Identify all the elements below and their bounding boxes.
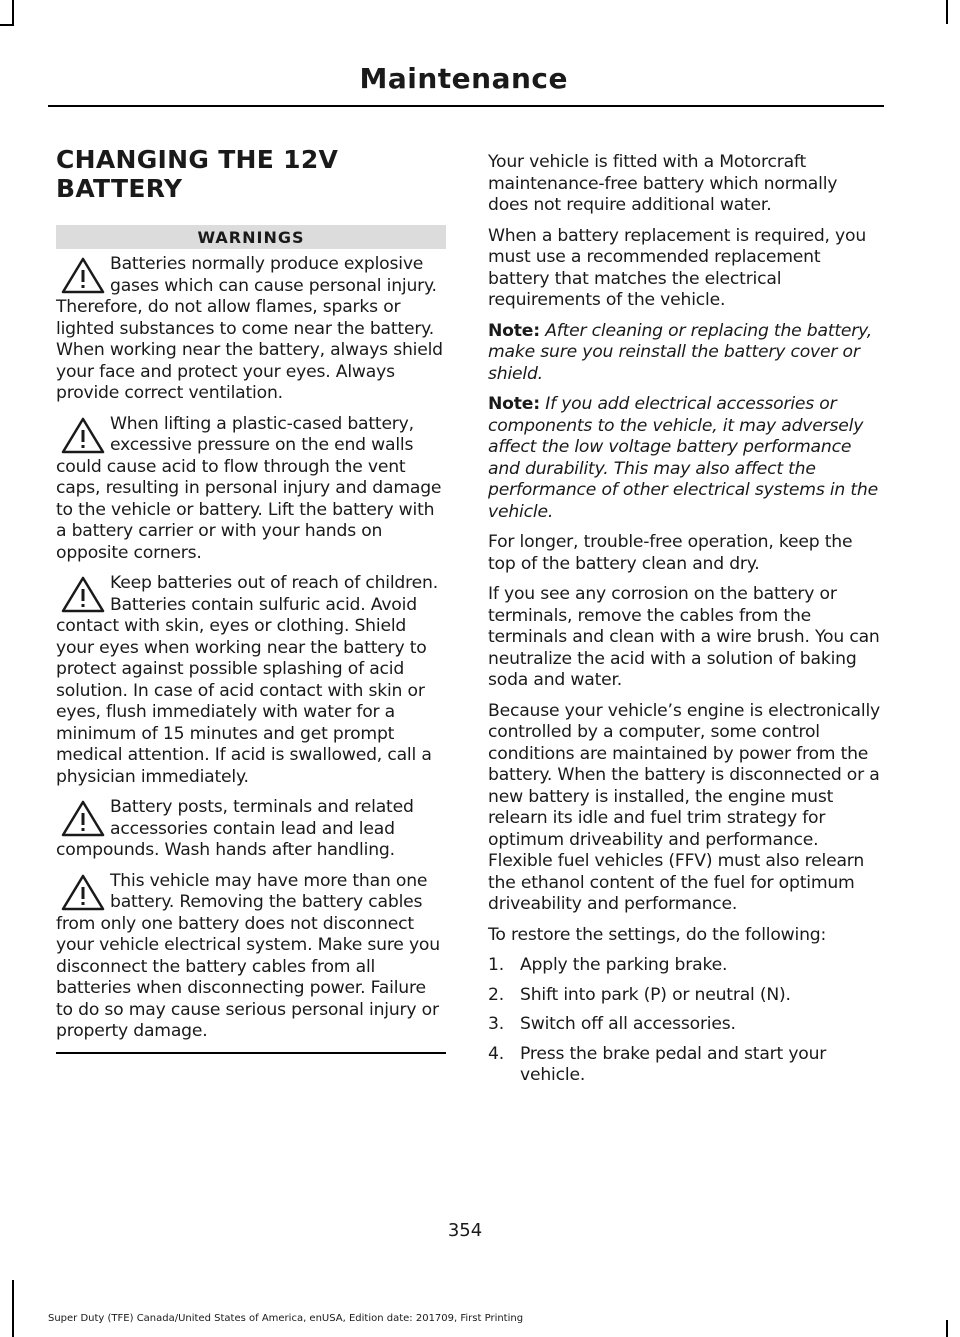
paragraph: To restore the settings, do the following:	[488, 924, 827, 945]
paragraph: If you see any corrosion on the battery or terminals, remove the cables from the terminals and clean with a wire brush. You can neutralize the acid with a solution of baking soda and water.	[488, 584, 880, 690]
page-number: 354	[447, 1220, 483, 1241]
crop-mark	[946, 1320, 948, 1337]
warning-item	[56, 414, 446, 565]
note-text: If you add electrical accessories or components to the vehicle, it may adversely affect the low voltage battery performance and durability. This may also affect the performance of other electrical systems in the vehicle.	[488, 394, 878, 522]
warning-triangle-icon	[60, 416, 106, 456]
list-item	[488, 1044, 882, 1087]
step-text: Press the brake pedal and start your vehicle.	[520, 1043, 827, 1085]
steps-list	[488, 955, 882, 1087]
note-label: Note:	[488, 394, 540, 414]
warning-text: When lifting a plastic-cased battery, excessive pressure on the end walls could cause acid to flow through the vent caps, resulting in personal injury and damage to the vehicle or battery. Lift the battery with a battery carrier or with your hands on opposite corners.	[56, 413, 442, 563]
step-text: Apply the parking brake.	[520, 955, 728, 975]
crop-mark	[12, 0, 14, 24]
paragraph: Because your vehicle’s engine is electronically controlled by a computer, some control conditions are maintained by power from the battery. When the battery is disconnected or a new battery is installed, the engine must relearn its idle and fuel trim strategy for optimum driveability and performance. Flexible fuel vehicles (FFV) must also relearn the ethanol content of the fuel for optimum driveability and performance.	[488, 700, 881, 914]
warning-triangle-icon	[60, 799, 106, 839]
left-column	[56, 145, 446, 1054]
list-item	[488, 955, 882, 977]
page-header-title: Maintenance	[359, 62, 568, 95]
warning-text: This vehicle may have more than one battery. Removing the battery cables from only one battery does not disconnect your vehicle electrical system. Make sure you disconnect the battery cables from all batteries when disconnecting power. Failure to do so may cause serious personal injury or property damage.	[56, 870, 440, 1041]
warning-triangle-icon	[60, 873, 106, 913]
step-number: 4.	[488, 1043, 504, 1064]
step-text: Switch off all accessories.	[520, 1014, 736, 1034]
warning-triangle-icon	[60, 256, 106, 296]
paragraph: For longer, trouble-free operation, keep the top of the battery clean and dry.	[488, 532, 853, 574]
warning-triangle-icon	[60, 575, 106, 615]
footer-text: Super Duty (TFE) Canada/United States of America, enUSA, Edition date: 201709, First Printing	[48, 1313, 524, 1324]
list-item	[488, 985, 882, 1007]
warning-item	[56, 871, 446, 1043]
paragraph: Your vehicle is fitted with a Motorcraft maintenance-free battery which normally does not require additional water.	[488, 152, 838, 215]
crop-mark	[946, 0, 948, 24]
list-item	[488, 1014, 882, 1036]
header-rule	[48, 105, 884, 107]
warning-text: Battery posts, terminals and related accessories contain lead and lead compounds. Wash hands after handling.	[56, 797, 414, 860]
crop-mark	[12, 1280, 14, 1337]
section-title: CHANGING THE 12V BATTERY	[56, 145, 339, 203]
warning-item	[56, 797, 446, 862]
step-text: Shift into park (P) or neutral (N).	[520, 984, 791, 1005]
step-number: 2.	[488, 984, 504, 1005]
note-label: Note:	[488, 320, 540, 341]
note	[488, 321, 882, 386]
paragraph: When a battery replacement is required, you must use a recommended replacement battery that matches the electrical requirements of the vehicle.	[488, 225, 867, 310]
warning-text: Batteries normally produce explosive gases which can cause personal injury. Therefore, do not allow flames, sparks or lighted substances to come near the battery. When working near the battery, always shield your face and protect your eyes. Always provide correct ventilation.	[56, 254, 443, 403]
warning-item	[56, 254, 446, 405]
crop-mark	[0, 24, 14, 26]
warning-item	[56, 573, 446, 788]
step-number: 1.	[488, 955, 504, 975]
note-text: After cleaning or replacing the battery, make sure you reinstall the battery cover or shield.	[488, 320, 873, 384]
note	[488, 394, 882, 523]
warning-text: Keep batteries out of reach of children. Batteries contain sulfuric acid. Avoid contact with skin, eyes or clothing. Shield your eyes when working near the battery to protect against possible splashing of acid solution. In case of acid contact with skin or eyes, flush immediately with water for a minimum of 15 minutes and get prompt medical attention. If acid is swallowed, call a physician immediately.	[56, 573, 438, 787]
warnings-header: WARNINGS	[56, 225, 446, 249]
step-number: 3.	[488, 1014, 504, 1034]
warnings-end-rule	[56, 1052, 446, 1054]
right-column	[488, 152, 882, 1095]
